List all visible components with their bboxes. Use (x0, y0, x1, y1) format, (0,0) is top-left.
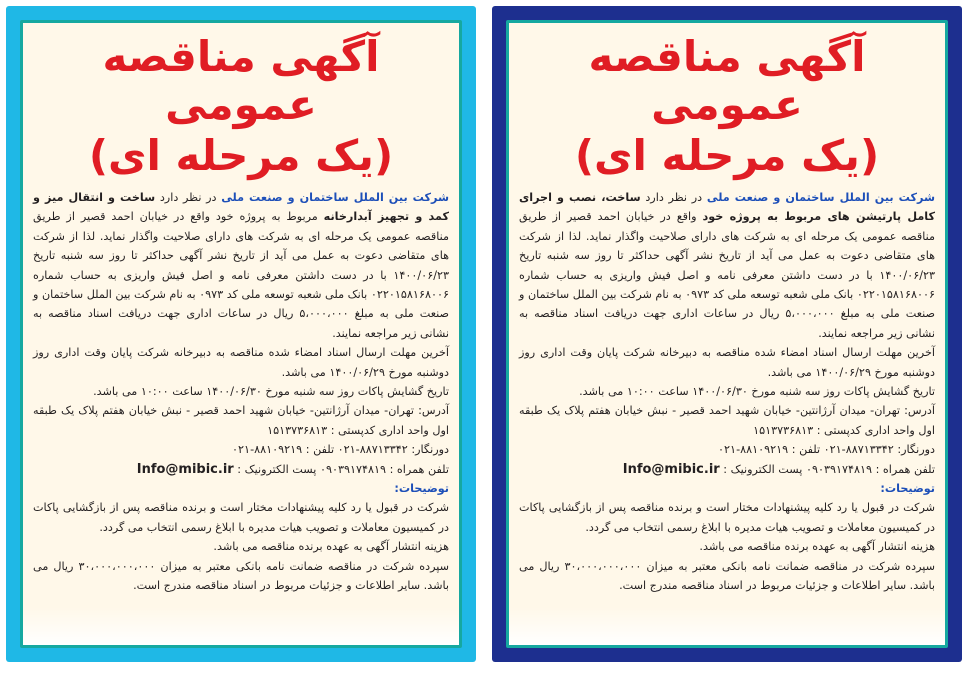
notes-heading: توضیحات: (394, 481, 449, 495)
project-text: مربوط به پروژه خود واقع در خیابان احمد قصیر از طریق مناقصه عمومی یک مرحله ای به شرکت های دارای صلاحیت واگذار نماید. لذا از شرکت های متقاضی دعوت به عمل می آید از تاریخ نشر آگهی حداکثر تا روز سه شنبه تاریخ ۱۴۰۰/۰۶/۲۳ با در دست داشتن معرفی نامه و اصل فیش واریزی به حساب شماره ۰۲۲۰۱۵۸۱۶۸۰۰۶ بانک ملی شعبه توسعه ملی کد ۰۹۷۳ به نام شرکت بین الملل ساختمان و صنعت ملی به مبلغ ۵،۰۰۰،۰۰۰ ریال در ساعات اداری جهت دریافت اسناد مناقصه به نشانی زیر مراجعه نمایند. (33, 210, 449, 340)
address-text: آدرس: تهران- میدان آرژانتین- خیابان شهید احمد قصیر - نبش خیابان هفتم پلاک یک طبقه اول واحد اداری کدپستی : ۱۵۱۳۷۳۶۸۱۳ (33, 404, 449, 437)
deadline-text: آخرین مهلت ارسال اسناد امضاء شده مناقصه به دبیرخانه شرکت پایان وقت اداری روز دوشنبه مورخ ۱۴۰۰/۰۶/۲۹ می باشد. (33, 346, 449, 379)
intro-text: در نظر دارد (645, 190, 703, 204)
mobile-email-label: تلفن همراه : ۰۹۰۳۹۱۷۴۸۱۹ پست الکترونیک : (237, 462, 449, 476)
tender-subject: ساخت، نصب و اجرای کامل پارتیشن های مربوط به پروژه خود (519, 190, 935, 224)
note-3: سپرده شرکت در مناقصه ضمانت نامه بانکی معتبر به میزان ۳۰،۰۰۰،۰۰۰،۰۰۰ ریال می باشد. سایر اطلاعات و جزئیات مربوط در اسناد مناقصه مندرج است. (519, 559, 935, 593)
notes-heading: توضیحات: (880, 481, 935, 495)
ad-title: آگهی مناقصه عمومی (588, 32, 866, 130)
fax-phone-text: دورنگار: ۸۸۷۱۳۳۴۲-۰۲۱ تلفن : ۸۸۱۰۹۲۱۹-۰۲۱ (232, 443, 449, 457)
ad-subtitle: (یک مرحله ای) (574, 130, 880, 180)
company-name: شرکت بین الملل ساختمان و صنعت ملی (706, 190, 935, 204)
note-1: شرکت در قبول یا رد کلیه پیشنهادات مختار است و برنده مناقصه پس از بازگشایی پاکات در کمیسیون معاملات و تصویب هیات مدیره با ابلاغ رسمی انتخاب می گردد. (519, 501, 935, 534)
company-name: شرکت بین الملل ساختمان و صنعت ملی (221, 190, 449, 204)
note-3: سپرده شرکت در مناقصه ضمانت نامه بانکی معتبر به میزان ۳۰،۰۰۰،۰۰۰،۰۰۰ ریال می باشد. سایر اطلاعات و جزئیات مربوط در اسناد مناقصه مندرج است. (33, 559, 449, 593)
ad-intro-paragraph (519, 188, 935, 343)
note-2: هزینه انتشار آگهی به عهده برنده مناقصه می باشد. (213, 540, 449, 554)
intro-text: در نظر دارد (159, 190, 217, 204)
mobile-email-label: تلفن همراه : ۰۹۰۳۹۱۷۴۸۱۹ پست الکترونیک : (723, 462, 935, 476)
project-text: واقع در خیابان احمد قصیر از طریق مناقصه عمومی یک مرحله ای به شرکت های دارای صلاحیت واگذار نماید. لذا از شرکت های متقاضی دعوت به عمل می آید از تاریخ نشر آگهی حداکثر تا روز سه شنبه تاریخ ۱۴۰۰/۰۶/۲۳ با در دست داشتن معرفی نامه و اصل فیش واریزی به حساب شماره ۰۲۲۰۱۵۸۱۶۸۰۰۶ بانک ملی شعبه توسعه ملی کد ۰۹۷۳ به نام شرکت بین الملل ساختمان و صنعت ملی به مبلغ ۵،۰۰۰،۰۰۰ ریال در ساعات اداری جهت دریافت اسناد مناقصه به نشانی زیر مراجعه نمایند. (519, 210, 935, 340)
mobile-email-line (33, 460, 449, 479)
ad-body (23, 180, 459, 596)
tender-ad-right (492, 6, 962, 662)
ad-intro-paragraph (33, 188, 449, 343)
ad-subtitle: (یک مرحله ای) (88, 130, 394, 180)
opening-date-text: تاریخ گشایش پاکات روز سه شنبه مورخ ۱۴۰۰/۰۶/۳۰ ساعت ۱۰:۰۰ می باشد. (93, 384, 449, 398)
ad-body (509, 180, 945, 596)
deadline-text: آخرین مهلت ارسال اسناد امضاء شده مناقصه به دبیرخانه شرکت پایان وقت اداری روز دوشنبه مورخ ۱۴۰۰/۰۶/۲۹ می باشد. (519, 346, 935, 379)
mobile-email-line (519, 460, 935, 479)
tender-ad-left (6, 6, 476, 662)
ad-content-panel (506, 20, 948, 648)
ad-title: آگهی مناقصه عمومی (102, 32, 380, 130)
ad-content-panel (20, 20, 462, 648)
email-address: Info@mibic.ir (622, 461, 720, 477)
address-text: آدرس: تهران- میدان آرژانتین- خیابان شهید احمد قصیر - نبش خیابان هفتم پلاک یک طبقه اول واحد اداری کدپستی : ۱۵۱۳۷۳۶۸۱۳ (519, 404, 935, 437)
opening-date-text: تاریخ گشایش پاکات روز سه شنبه مورخ ۱۴۰۰/۰۶/۳۰ ساعت ۱۰:۰۰ می باشد. (579, 384, 935, 398)
tender-subject: ساخت و انتقال میز و کمد و تجهیز آبدارخانه (33, 190, 450, 224)
note-1: شرکت در قبول یا رد کلیه پیشنهادات مختار است و برنده مناقصه پس از بازگشایی پاکات در کمیسیون معاملات و تصویب هیات مدیره با ابلاغ رسمی انتخاب می گردد. (33, 501, 449, 534)
fax-phone-text: دورنگار: ۸۸۷۱۳۳۴۲-۰۲۱ تلفن : ۸۸۱۰۹۲۱۹-۰۲۱ (718, 443, 935, 457)
note-2: هزینه انتشار آگهی به عهده برنده مناقصه می باشد. (699, 540, 935, 554)
email-address: Info@mibic.ir (136, 461, 234, 477)
